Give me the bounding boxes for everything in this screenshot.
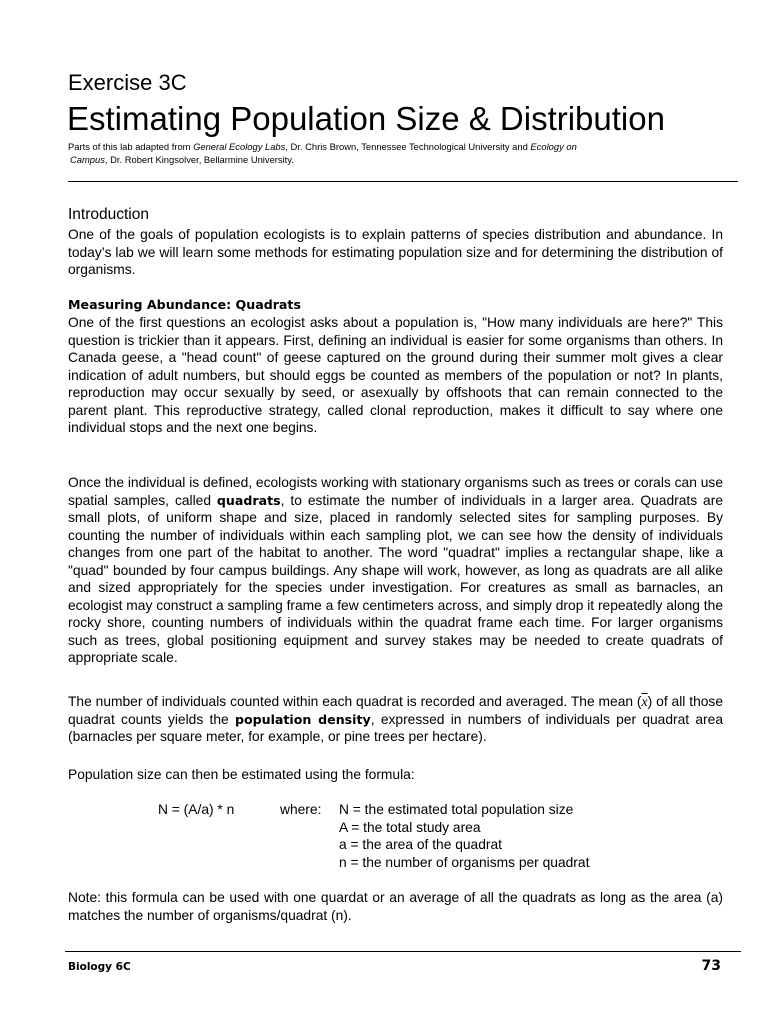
mean-symbol: $\overline{x}$ [641,694,648,709]
p3-text-before: The number of individuals counted within each quadrat is recorded and averaged. The mean ( [68,694,642,709]
p2-text-before: Once the individual is defined, ecologists working with stationary organisms such as trees or corals can use spatial samples, called [68,475,723,508]
term-quadrats: quadrats [216,492,281,508]
credits-middle: , Dr. Chris Brown, Tennessee Technological University and [285,141,531,152]
formula-definitions [339,801,589,871]
definition-n: n = the number of organisms per quadrat [339,854,590,870]
credits-source-1: General Ecology Labs [193,141,286,152]
exercise-label: Exercise 3C [68,70,187,95]
p3-text-mid: ) of all those quadrat counts yields the [68,694,723,727]
credits-prefix: Parts of this lab adapted from [68,141,194,152]
introduction-heading: Introduction [68,206,149,223]
formula-intro: Population size can then be estimated using the formula: [68,767,415,782]
quadrats-heading: Measuring Abundance: Quadrats [68,297,301,312]
definition-N: N = the estimated total population size [339,802,574,817]
footer-divider [65,951,741,952]
formula-note: Note: this formula can be used with one quardat or an average of all the quadrats as long as the area (a) matches the number of organisms/quadrat (n). [68,890,723,923]
formula-expression: N = (A/a) * n [158,802,235,817]
page-number: 73 [701,958,721,974]
quadrats-paragraph-2 [68,474,723,667]
introduction-paragraph: One of the goals of population ecologists is to explain patterns of species distribution and abundance. In today’s lab we will learn some methods for estimating population size and for determining the distribution of organisms. [68,227,723,277]
quadrats-paragraph-1: One of the first questions an ecologist asks about a population is, "How many individuals are here?" This question is trickier than it appears. First, defining an individual is easier for some organisms than others. In Canada geese, a "head count" of geese captured on the ground during their summer molt gives a clear indication of adult numbers, but should eggs be counted as members of the population or not? In plants, reproduction may occur sexually by seed, or asexually by offshoots that can remain connected to the parent plant. This reproductive strategy, called clonal reproduction, makes it difficult to say where one individual stops and the next one begins. [68,315,723,435]
credits-source-2b: Campus [70,154,105,165]
credits-note [68,140,688,166]
credits-source-2a: Ecology on [530,141,577,152]
definition-A: A = the total study area [339,819,481,835]
formula-where-label: where: [280,802,322,817]
header-divider [68,181,738,182]
definition-a: a = the area of the quadrat [339,837,503,852]
page-title: Estimating Population Size & Distribution [67,100,665,137]
credits-suffix: , Dr. Robert Kingsolver, Bellarmine University. [104,154,294,165]
p3-text-after: , expressed in numbers of individuals per quadrat area (barnacles per square meter, for example, or pine trees per hectare). [68,711,723,744]
p2-text-after: , to estimate the number of individuals in a larger area. Quadrats are small plots, of uniform shape and size, placed in randomly selected sites for sampling purposes. By counting the number of individuals within each sampling plot, we can see how the density of individuals changes from one part of the habitat to another. The word "quadrat" implies a rectangular shape, like a "quad" bounded by four campus buildings. Any shape will work, however, as long as quadrats are all alike and sized appropriately for the species under investigation. For creatures as small as barnacles, an ecologist may construct a sampling frame a few centimeters across, and simply drop it repeatedly along the rocky shore, counting numbers of individuals within the quadrat frame each time. For larger organisms such as trees, global positioning equipment and survey stakes may be needed to create quadrats of appropriate scale. [68,492,723,665]
term-population-density: population density [234,711,371,727]
quadrats-paragraph-3 [68,693,723,746]
footer-course-label: Biology 6C [68,961,131,973]
